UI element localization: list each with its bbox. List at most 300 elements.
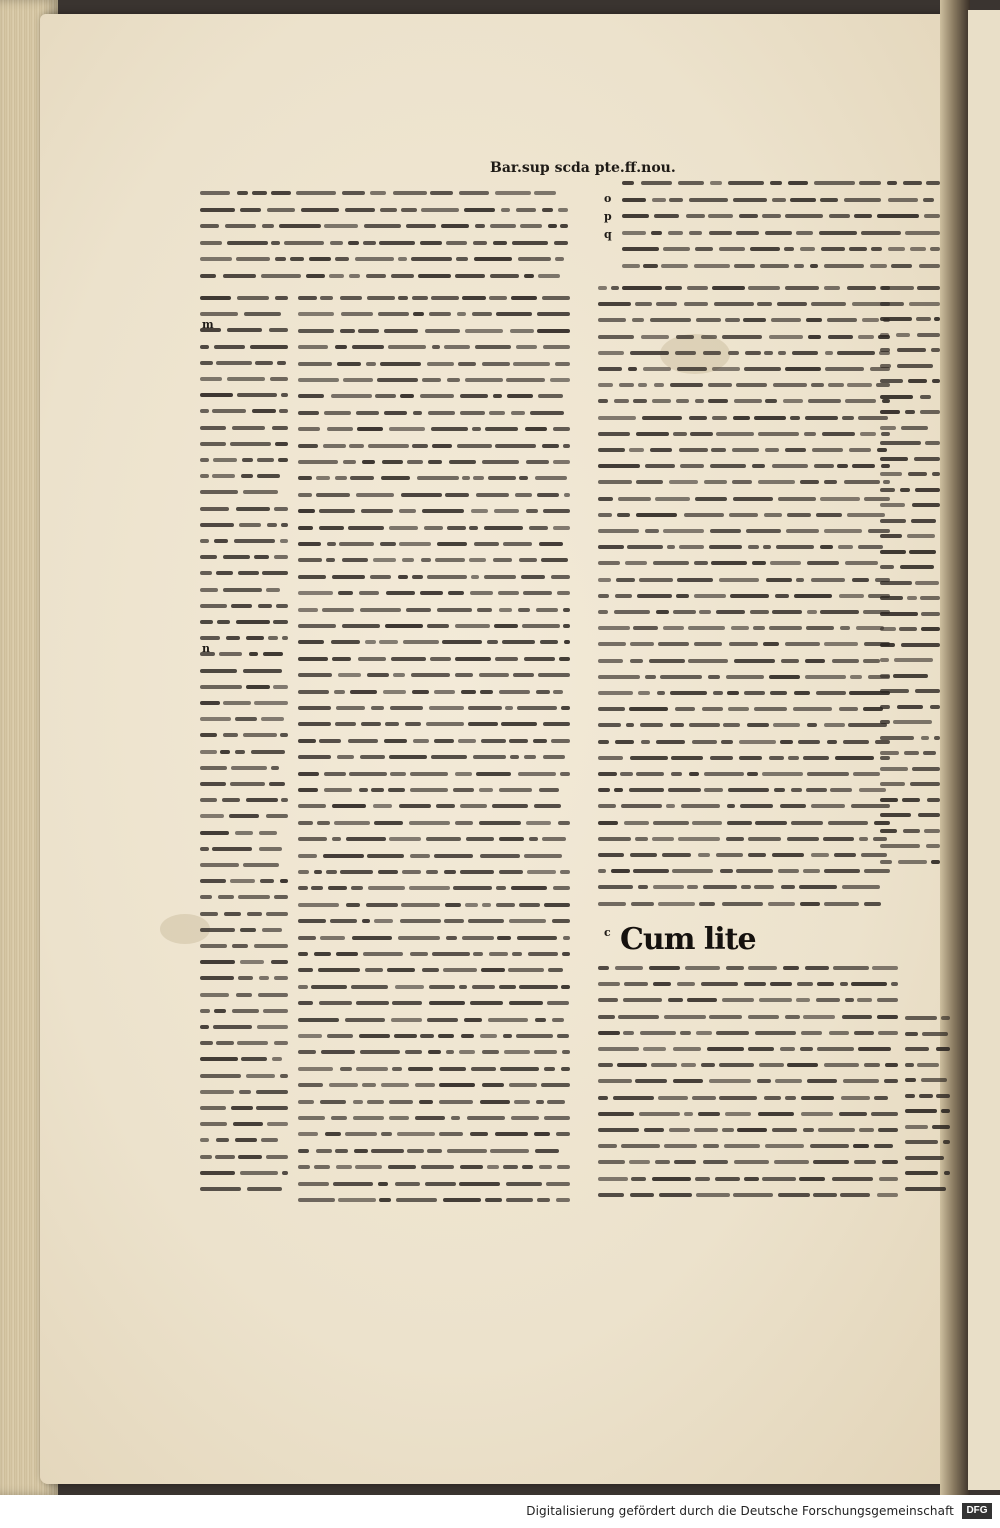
text-line-stroke — [778, 869, 799, 873]
text-line-stroke — [772, 853, 804, 857]
text-line-stroke — [713, 691, 724, 695]
text-line-stroke — [479, 673, 509, 677]
text-line-stroke — [284, 241, 324, 245]
text-line-stroke — [219, 652, 243, 656]
text-line-stroke — [905, 1125, 928, 1129]
text-line-stroke — [880, 813, 911, 817]
text-line-stroke — [703, 885, 736, 889]
text-line-stroke — [200, 701, 220, 705]
text-line-stroke — [224, 912, 241, 916]
text-line-stroke — [763, 545, 771, 549]
text-line-stroke — [858, 335, 874, 339]
text-line-stroke — [901, 643, 940, 647]
text-line-stroke — [298, 673, 332, 677]
text-line-stroke — [200, 274, 216, 278]
text-line-stroke — [420, 591, 443, 595]
text-line-stroke — [473, 241, 487, 245]
text-line-stroke — [434, 690, 455, 694]
text-line-stroke — [240, 1171, 278, 1175]
text-line-stroke — [353, 1100, 364, 1104]
text-line-stroke — [475, 345, 512, 349]
text-line-stroke — [419, 1100, 433, 1104]
text-line-stroke — [907, 596, 917, 600]
text-line-stroke — [318, 968, 359, 972]
text-line-stroke — [880, 612, 918, 616]
text-line-stroke — [824, 642, 858, 646]
text-line-stroke — [551, 739, 570, 743]
text-line-stroke — [548, 224, 557, 228]
text-line-stroke — [398, 575, 408, 579]
text-line-stroke — [768, 902, 795, 906]
text-line-stroke — [280, 539, 288, 543]
text-line-stroke — [465, 903, 478, 907]
text-line-stroke — [811, 804, 845, 808]
text-line-stroke — [824, 1063, 859, 1067]
text-line-stroke — [200, 717, 231, 721]
text-line-stroke — [880, 550, 906, 554]
text-line-stroke — [712, 286, 745, 290]
text-line-stroke — [471, 575, 479, 579]
text-line-stroke — [840, 626, 850, 630]
text-line-stroke — [629, 448, 644, 452]
text-line-stroke — [714, 302, 753, 306]
text-line-stroke — [437, 608, 472, 612]
text-line-stroke — [878, 1128, 898, 1132]
text-line-stroke — [750, 610, 768, 614]
text-line-stroke — [298, 985, 308, 989]
text-line-stroke — [598, 626, 630, 630]
text-line-stroke — [314, 1165, 330, 1169]
text-line-stroke — [680, 464, 704, 468]
text-line-stroke — [624, 821, 649, 825]
text-line-stroke — [239, 523, 261, 527]
text-line-stroke — [350, 476, 374, 480]
text-line-stroke — [880, 441, 921, 445]
text-line-stroke — [506, 1198, 533, 1202]
text-line-stroke — [255, 361, 272, 365]
text-line-stroke — [494, 509, 519, 513]
text-line-stroke — [357, 427, 383, 431]
text-line-stroke — [641, 181, 672, 185]
text-line-stroke — [380, 208, 397, 212]
text-line-stroke — [783, 399, 803, 403]
text-line-stroke — [328, 886, 348, 890]
text-line-stroke — [455, 673, 473, 677]
text-line-stroke — [281, 523, 288, 527]
text-line-stroke — [235, 717, 257, 721]
text-line-stroke — [598, 497, 613, 501]
text-line-stroke — [449, 460, 476, 464]
text-line-stroke — [267, 1122, 288, 1126]
text-line-stroke — [434, 739, 454, 743]
text-line-stroke — [636, 480, 663, 484]
text-line-stroke — [339, 542, 374, 546]
text-line-stroke — [748, 1015, 779, 1019]
text-line-stroke — [598, 707, 625, 711]
text-line-stroke — [919, 264, 940, 268]
text-line-stroke — [462, 296, 485, 300]
text-line-stroke — [485, 1198, 502, 1202]
text-line-stroke — [677, 578, 713, 582]
text-line-stroke — [864, 902, 881, 906]
text-line-stroke — [465, 329, 503, 333]
text-line-stroke — [563, 608, 570, 612]
text-line-stroke — [459, 1050, 475, 1054]
text-line-stroke — [442, 640, 482, 644]
text-line-stroke — [214, 1009, 226, 1013]
text-line-stroke — [494, 624, 518, 628]
text-line-stroke — [497, 936, 511, 940]
text-line-stroke — [762, 772, 803, 776]
text-line-stroke — [399, 509, 416, 513]
text-line-stroke — [227, 241, 268, 245]
text-line-stroke — [880, 333, 889, 337]
text-line-stroke — [643, 367, 671, 371]
text-line-stroke — [298, 526, 313, 530]
text-line-stroke — [493, 558, 512, 562]
text-line-stroke — [839, 1112, 867, 1116]
text-line-stroke — [410, 788, 448, 792]
text-line-stroke — [694, 1128, 719, 1132]
text-line-stroke — [805, 675, 846, 679]
text-line-stroke — [598, 545, 624, 549]
text-line-stroke — [657, 691, 665, 695]
text-line-stroke — [324, 411, 350, 415]
text-line-stroke — [540, 640, 557, 644]
text-line-stroke — [420, 394, 454, 398]
text-line-stroke — [617, 1063, 647, 1067]
text-line-stroke — [905, 1078, 916, 1082]
text-line-stroke — [924, 829, 940, 833]
text-line-stroke — [757, 1079, 770, 1083]
text-line-stroke — [470, 1132, 488, 1136]
text-line-stroke — [803, 1128, 814, 1132]
text-line-stroke — [337, 755, 354, 759]
text-line-stroke — [807, 723, 817, 727]
text-line-stroke — [281, 798, 288, 802]
text-line-stroke — [912, 767, 940, 771]
text-line-stroke — [804, 432, 816, 436]
text-line-stroke — [696, 1193, 730, 1197]
text-line-stroke — [335, 345, 347, 349]
text-line-stroke — [673, 432, 688, 436]
text-line-stroke — [919, 1094, 933, 1098]
text-line-stroke — [828, 821, 868, 825]
text-line-stroke — [696, 1031, 712, 1035]
text-line-stroke — [636, 432, 670, 436]
text-line-stroke — [882, 1160, 898, 1164]
facing-page-edge — [968, 10, 1000, 1490]
text-line-stroke — [900, 488, 909, 492]
text-line-stroke — [496, 903, 514, 907]
text-line-stroke — [290, 257, 305, 261]
text-line-stroke — [871, 1112, 898, 1116]
text-line-stroke — [298, 788, 318, 792]
text-line-stroke — [444, 919, 463, 923]
text-line-stroke — [447, 526, 466, 530]
text-line-stroke — [509, 919, 547, 923]
text-line-stroke — [670, 723, 685, 727]
text-line-stroke — [429, 312, 451, 316]
text-line-stroke — [422, 509, 464, 513]
text-line-stroke — [653, 982, 671, 986]
text-line-stroke — [332, 575, 364, 579]
text-line-stroke — [622, 214, 649, 218]
text-line-stroke — [331, 1116, 346, 1120]
text-line-stroke — [923, 751, 936, 755]
text-line-stroke — [863, 659, 881, 663]
text-line-stroke — [849, 247, 867, 251]
text-line-stroke — [212, 409, 245, 413]
text-line-stroke — [340, 329, 355, 333]
text-line-stroke — [722, 902, 764, 906]
text-line-stroke — [542, 837, 566, 841]
text-line-stroke — [781, 885, 795, 889]
text-line-stroke — [635, 1079, 667, 1083]
text-line-stroke — [484, 575, 516, 579]
text-line-stroke — [232, 944, 248, 948]
text-line-stroke — [212, 847, 252, 851]
text-line-stroke — [673, 610, 696, 614]
text-line-stroke — [431, 755, 467, 759]
text-line-stroke — [701, 982, 738, 986]
text-line-stroke — [468, 706, 502, 710]
text-line-stroke — [331, 640, 360, 644]
text-line-stroke — [200, 847, 209, 851]
text-line-stroke — [375, 394, 396, 398]
text-line-stroke — [335, 722, 355, 726]
text-line-stroke — [557, 591, 570, 595]
text-line-stroke — [807, 561, 839, 565]
text-line-stroke — [598, 804, 616, 808]
text-line-stroke — [598, 1047, 639, 1051]
text-line-stroke — [712, 367, 740, 371]
text-line-stroke — [298, 854, 317, 858]
text-line-stroke — [243, 733, 277, 737]
text-line-stroke — [598, 561, 620, 565]
text-line-stroke — [689, 416, 706, 420]
text-line-stroke — [543, 509, 570, 513]
text-line-stroke — [921, 627, 940, 631]
text-line-stroke — [719, 578, 759, 582]
text-line-stroke — [480, 854, 520, 858]
text-line-stroke — [298, 509, 315, 513]
text-line-stroke — [643, 264, 658, 268]
text-line-stroke — [355, 257, 394, 261]
text-line-stroke — [371, 788, 383, 792]
text-line-stroke — [439, 1067, 465, 1071]
text-line-stroke — [880, 844, 920, 848]
text-line-stroke — [474, 542, 498, 546]
text-line-stroke — [230, 782, 265, 786]
text-line-stroke — [421, 558, 431, 562]
text-line-stroke — [857, 998, 872, 1002]
text-line-stroke — [741, 885, 750, 889]
text-line-stroke — [870, 264, 887, 268]
text-line-stroke — [854, 1160, 875, 1164]
text-line-stroke — [323, 444, 346, 448]
text-line-stroke — [213, 458, 237, 462]
text-line-stroke — [900, 565, 933, 569]
text-line-stroke — [722, 998, 754, 1002]
text-line-stroke — [298, 296, 317, 300]
text-line-stroke — [461, 1034, 474, 1038]
text-line-stroke — [560, 870, 570, 874]
text-line-stroke — [681, 1063, 697, 1067]
text-line-stroke — [279, 409, 288, 413]
text-line-stroke — [641, 740, 650, 744]
text-line-stroke — [541, 1083, 570, 1087]
text-line-stroke — [880, 302, 904, 306]
text-line-stroke — [392, 1067, 402, 1071]
text-line-stroke — [669, 198, 683, 202]
text-line-stroke — [231, 1106, 253, 1110]
text-line-stroke — [728, 181, 765, 185]
text-line-stroke — [598, 480, 632, 484]
text-line-stroke — [941, 1016, 950, 1020]
text-line-stroke — [512, 241, 548, 245]
text-line-stroke — [515, 493, 532, 497]
text-line-stroke — [539, 788, 560, 792]
text-line-stroke — [847, 383, 872, 387]
text-line-stroke — [663, 626, 684, 630]
text-line-stroke — [479, 788, 493, 792]
text-line-stroke — [367, 673, 389, 677]
text-line-stroke — [651, 231, 662, 235]
text-line-stroke — [748, 286, 780, 290]
text-line-stroke — [543, 722, 570, 726]
text-line-stroke — [932, 472, 940, 476]
text-line-stroke — [314, 952, 331, 956]
text-line-stroke — [757, 302, 771, 306]
text-line-stroke — [834, 853, 857, 857]
text-line-stroke — [924, 214, 940, 218]
text-line-stroke — [622, 181, 634, 185]
text-line-stroke — [909, 550, 936, 554]
text-line-stroke — [923, 198, 934, 202]
text-line-stroke — [412, 575, 423, 579]
text-line-stroke — [529, 837, 538, 841]
text-line-stroke — [917, 286, 940, 290]
text-line-stroke — [820, 610, 859, 614]
text-line-stroke — [276, 604, 288, 608]
text-line-stroke — [415, 1116, 446, 1120]
text-line-stroke — [643, 1047, 667, 1051]
text-line-stroke — [911, 519, 937, 523]
text-line-stroke — [523, 591, 552, 595]
text-line-stroke — [917, 1063, 939, 1067]
text-line-stroke — [722, 335, 762, 339]
text-line-stroke — [263, 1009, 288, 1013]
text-line-stroke — [785, 1015, 800, 1019]
text-line-stroke — [421, 1165, 454, 1169]
text-line-stroke — [772, 464, 809, 468]
text-line-stroke — [405, 722, 421, 726]
text-line-stroke — [415, 1083, 435, 1087]
text-line-stroke — [238, 976, 252, 980]
text-line-stroke — [298, 542, 321, 546]
text-line-stroke — [624, 982, 648, 986]
text-line-stroke — [734, 264, 754, 268]
text-line-stroke — [455, 657, 490, 661]
text-line-stroke — [506, 378, 545, 382]
text-line-stroke — [716, 432, 754, 436]
text-line-stroke — [640, 1031, 676, 1035]
text-line-stroke — [298, 558, 322, 562]
text-line-stroke — [598, 1079, 632, 1083]
text-line-stroke — [655, 497, 690, 501]
text-line-stroke — [316, 1149, 332, 1153]
text-line-stroke — [766, 578, 792, 582]
text-line-stroke — [888, 198, 918, 202]
text-line-stroke — [258, 993, 288, 997]
text-line-stroke — [311, 985, 347, 989]
text-line-stroke — [902, 798, 921, 802]
text-line-stroke — [257, 474, 281, 478]
text-line-stroke — [780, 740, 793, 744]
text-line-stroke — [511, 296, 537, 300]
text-line-stroke — [880, 782, 905, 786]
text-line-stroke — [275, 257, 287, 261]
text-line-stroke — [298, 690, 329, 694]
text-line-stroke — [769, 626, 802, 630]
text-line-stroke — [459, 985, 467, 989]
text-line-stroke — [492, 804, 528, 808]
text-line-stroke — [703, 1144, 719, 1148]
text-line-stroke — [360, 1050, 400, 1054]
text-line-stroke — [475, 224, 486, 228]
text-line-stroke — [598, 821, 618, 825]
text-line-stroke — [482, 362, 510, 366]
text-line-stroke — [725, 318, 740, 322]
text-line-stroke — [298, 1083, 323, 1087]
text-line-stroke — [796, 578, 804, 582]
text-line-stroke — [455, 624, 490, 628]
text-line-stroke — [800, 480, 819, 484]
text-line-stroke — [200, 1057, 238, 1061]
text-line-stroke — [743, 318, 766, 322]
text-line-stroke — [712, 416, 728, 420]
text-line-stroke — [800, 902, 820, 906]
text-line-stroke — [348, 241, 359, 245]
text-line-stroke — [673, 1079, 702, 1083]
text-line-stroke — [842, 1015, 872, 1019]
text-line-stroke — [254, 701, 288, 705]
text-line-stroke — [227, 377, 265, 381]
text-line-stroke — [427, 624, 448, 628]
text-line-stroke — [754, 416, 786, 420]
text-line-stroke — [371, 1149, 404, 1153]
text-line-stroke — [811, 853, 829, 857]
text-line-stroke — [398, 296, 408, 300]
text-line-stroke — [410, 952, 428, 956]
text-line-stroke — [673, 1047, 701, 1051]
text-line-stroke — [296, 191, 336, 195]
text-line-stroke — [719, 1096, 757, 1100]
text-line-stroke — [820, 497, 860, 501]
text-line-stroke — [428, 411, 455, 415]
text-line-stroke — [272, 1057, 283, 1061]
text-line-stroke — [298, 1050, 316, 1054]
text-line-stroke — [671, 756, 703, 760]
text-line-stroke — [692, 1096, 716, 1100]
text-line-stroke — [512, 952, 521, 956]
text-line-stroke — [507, 394, 533, 398]
text-line-stroke — [298, 575, 326, 579]
text-line-stroke — [615, 740, 634, 744]
text-line-stroke — [252, 409, 276, 413]
text-line-stroke — [401, 493, 442, 497]
